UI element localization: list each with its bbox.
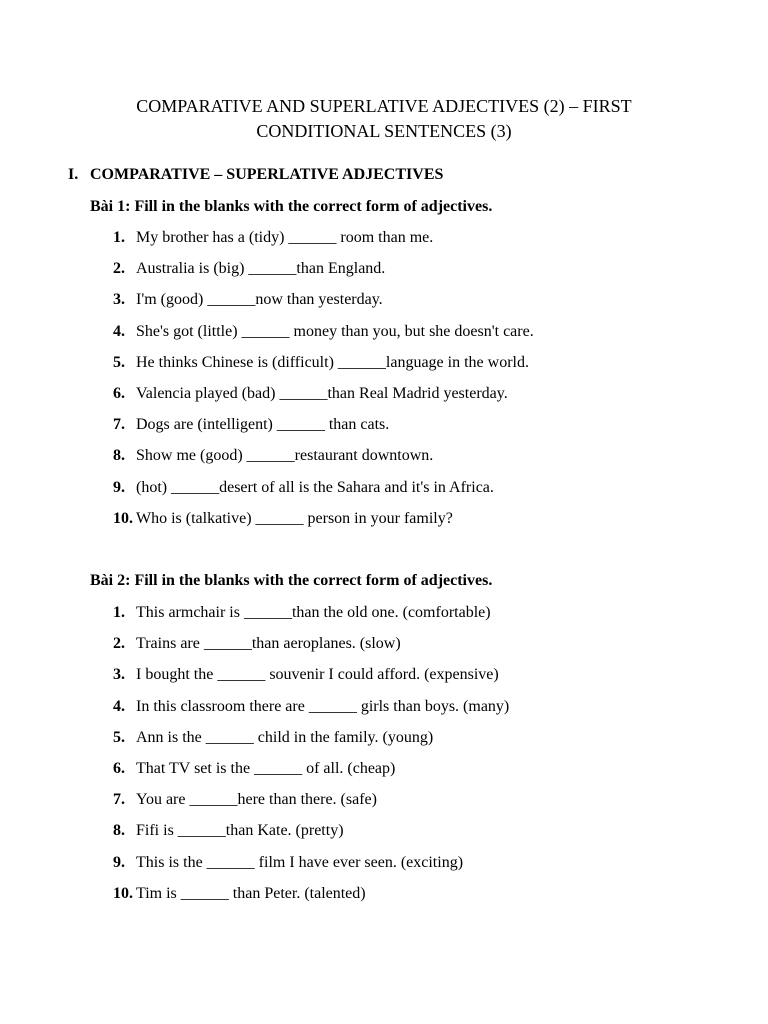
item-text: This is the ______ film I have ever seen. (exciting): [136, 853, 464, 871]
item-number: 4.: [113, 697, 125, 715]
section-title: COMPARATIVE – SUPERLATIVE ADJECTIVES: [90, 166, 444, 183]
item-text: Dogs are (intelligent) ______ than cats.: [136, 416, 390, 434]
item-text: She's got (little) ______ money than you, but she doesn't care.: [136, 322, 534, 340]
item-text: Show me (good) ______restaurant downtown.: [136, 447, 434, 465]
item-text: Fifi is ______than Kate. (pretty): [136, 822, 344, 840]
item-text: Trains are ______than aeroplanes. (slow): [136, 635, 401, 653]
item-text: Ann is the ______ child in the family. (young): [136, 728, 434, 746]
page-title: [60, 94, 708, 144]
item-text: This armchair is ______than the old one. (comfortable): [136, 604, 491, 621]
item-number: 9.: [113, 478, 125, 496]
exercise-1-heading: [90, 197, 492, 217]
item-number: 8.: [113, 447, 125, 465]
item-text: My brother has a (tidy) ______ room than me.: [136, 229, 434, 246]
item-number: 6.: [113, 760, 125, 777]
item-number: 2.: [113, 260, 125, 278]
item-text: You are ______here than there. (safe): [136, 791, 377, 809]
exercise-2-heading: [90, 571, 492, 591]
item-text: I bought the ______ souvenir I could afford. (expensive): [136, 666, 499, 684]
item-number: 5.: [113, 728, 125, 746]
item-text: Tim is ______ than Peter. (talented): [136, 884, 366, 902]
item-text: Australia is (big) ______than England.: [136, 260, 386, 278]
section-number: I.: [68, 166, 79, 183]
item-text: I'm (good) ______now than yesterday.: [136, 291, 383, 309]
item-text: He thinks Chinese is (difficult) ______language in the world.: [136, 353, 529, 371]
item-number: 2.: [113, 635, 125, 653]
item-text: Who is (talkative) ______ person in your family?: [136, 509, 453, 527]
exercise-1-label: Bài 1:: [90, 198, 131, 215]
item-number: 3.: [113, 291, 125, 309]
item-text: Valencia played (bad) ______than Real Madrid yesterday.: [136, 385, 508, 402]
item-number: 4.: [113, 322, 125, 340]
item-number: 10.: [113, 884, 133, 902]
item-number: 10.: [113, 509, 133, 527]
item-number: 8.: [113, 822, 125, 840]
item-number: 6.: [113, 385, 125, 402]
page-title-line-1: COMPARATIVE AND SUPERLATIVE ADJECTIVES (2) – FIRST: [136, 96, 632, 116]
item-text: (hot) ______desert of all is the Sahara and it's in Africa.: [136, 478, 494, 496]
item-number: 9.: [113, 853, 125, 871]
section-heading: [68, 165, 443, 185]
exercise-2-label: Bài 2:: [90, 572, 131, 589]
item-number: 1.: [113, 229, 125, 246]
item-text: That TV set is the ______ of all. (cheap): [136, 760, 396, 777]
exercise-1-instruction: Fill in the blanks with the correct form of adjectives.: [134, 198, 493, 215]
item-text: In this classroom there are ______ girls than boys. (many): [136, 697, 510, 715]
item-number: 1.: [113, 604, 125, 621]
item-number: 3.: [113, 666, 125, 684]
page-title-line-2: CONDITIONAL SENTENCES (3): [256, 121, 512, 141]
item-number: 7.: [113, 416, 125, 434]
item-number: 5.: [113, 353, 125, 371]
exercise-2-instruction: Fill in the blanks with the correct form of adjectives.: [134, 572, 493, 589]
item-number: 7.: [113, 791, 125, 809]
